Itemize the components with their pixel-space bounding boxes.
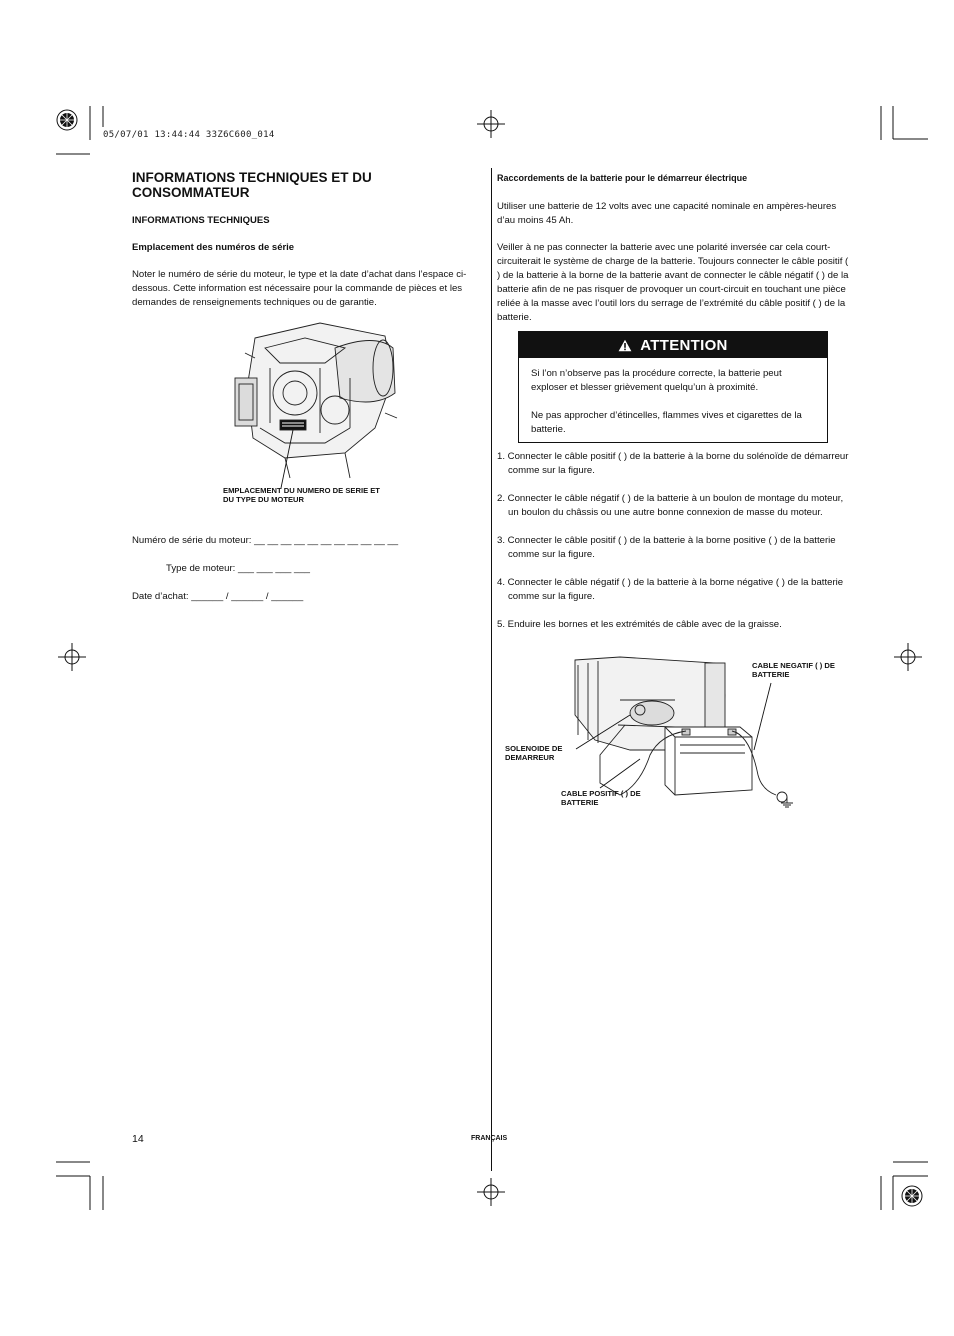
print-job-code: 05/07/01 13:44:44 33Z6C600_014 — [103, 130, 275, 140]
step-item: 4. Connecter le câble négatif ( ) de la batterie à la borne négative ( ) de la batterie comme sur la figure. — [497, 577, 844, 602]
language-label: FRANÇAIS — [471, 1135, 508, 1142]
serial-location-caption: EMPLACEMENT DU NUMERO DE SERIE ET DU TYPE DU MOTEUR — [223, 486, 380, 504]
battery-spec-paragraph: Utiliser une batterie de 12 volts avec une capacité nominale en ampères-heures d’au moins 45 Ah. — [497, 201, 837, 226]
connection-steps — [497, 450, 852, 646]
step-item: 2. Connecter le câble négatif ( ) de la batterie à un boulon de montage du moteur, un boulon du châssis ou une autre bonne connexion de masse du moteur. — [497, 493, 844, 518]
negative-cable-label: CABLE NEGATIF ( ) DE BATTERIE — [752, 661, 835, 679]
step-item: 3. Connecter le câble positif ( ) de la batterie à la borne positive ( ) de la batterie comme sur la figure. — [497, 535, 836, 560]
starburst-target-top-left — [57, 110, 77, 130]
step-item: 5. Enduire les bornes et les extrémités de câble avec de la graisse. — [497, 619, 782, 630]
serial-location-heading: Emplacement des numéros de série — [132, 242, 295, 253]
step-item: 1. Connecter le câble positif ( ) de la batterie à la borne du solénoïde de démarreur comme sur la figure. — [497, 451, 849, 476]
purchase-date-field: Date d’achat: ______ / ______ / ______ — [132, 591, 304, 602]
engine-illustration — [225, 318, 405, 488]
engine-serial-field: Numéro de série du moteur: __ __ __ __ __ __ __ __ __ __ __ — [132, 535, 399, 546]
engine-type-field: Type de moteur: ___ ___ ___ ___ — [166, 563, 311, 574]
section-subtitle: INFORMATIONS TECHNIQUES — [132, 215, 270, 226]
page-title: INFORMATIONS TECHNIQUES ET DU CONSOMMATEUR — [132, 170, 372, 200]
warning-text-explosion: Si l’on n’observe pas la procédure correcte, la batterie peut exploser et blesser grièvement quelqu’un à proximité. — [531, 368, 782, 393]
page-number: 14 — [132, 1133, 144, 1145]
positive-cable-label: CABLE POSITIF ( ) DE BATTERIE — [561, 789, 641, 807]
warning-header — [519, 332, 827, 358]
warning-triangle-icon — [618, 339, 632, 352]
starburst-target-bottom-right — [902, 1186, 922, 1206]
warning-title: ATTENTION — [640, 336, 728, 354]
warning-text-sparks: Ne pas approcher d’étincelles, flammes vives et cigarettes de la batterie. — [531, 410, 802, 435]
warning-box — [518, 331, 828, 443]
battery-connection-heading: Raccordements de la batterie pour le démarreur électrique — [497, 173, 748, 183]
intro-paragraph: Noter le numéro de série du moteur, le type et la date d’achat dans l’espace ci-dessous. Cette information est nécessaire pour la commande de pièces et les demandes de renseignements techniques ou de garantie. — [132, 269, 467, 308]
starter-solenoid-label: SOLENOIDE DE DEMARREUR — [505, 744, 563, 762]
column-divider — [491, 168, 492, 1171]
polarity-paragraph: Veiller à ne pas connecter la batterie avec une polarité inversée car cela court-circuiterait le système de charge de la batterie. Toujours connecter le câble positif ( ) de la batterie à la borne de la batterie avant de connecter le câble négatif ( ) de la batterie afin de ne pas risquer de provoquer un court-circuit en touchant une pièce reliée à la masse avec l’outil lors du serrage de l’extrémité du câble positif ( ) de la batterie. — [497, 242, 849, 323]
